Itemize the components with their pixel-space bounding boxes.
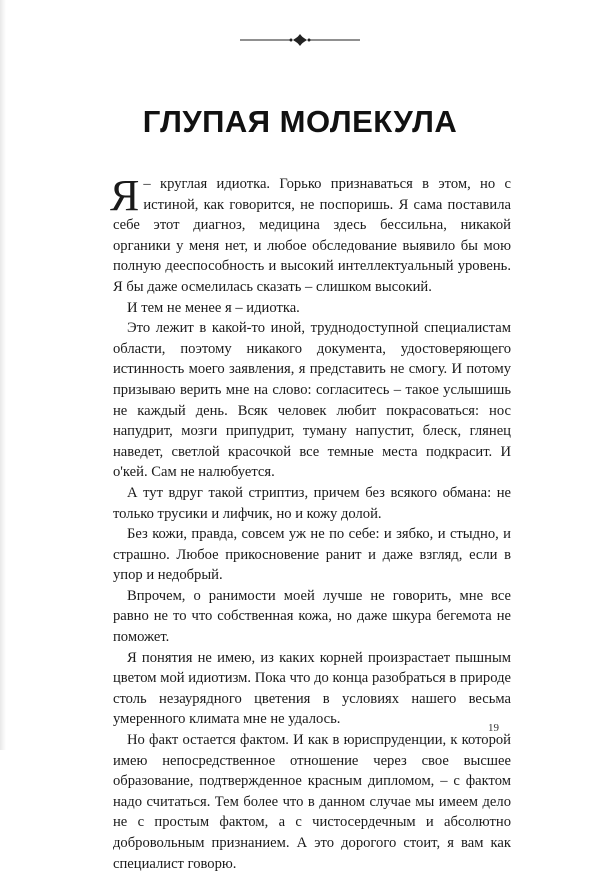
paragraph: Без кожи, правда, совсем уж не по себе: и зябко, и стыдно, и страшно. Любое прикосновение ранит и даже взгляд, если в упор и недобрый.: [113, 526, 511, 584]
paragraph: [110, 171, 511, 298]
drop-cap: Я: [110, 171, 140, 220]
ornament-divider: [0, 33, 600, 47]
chapter-body: [110, 171, 511, 874]
fleuron-ornament-icon: [240, 33, 360, 47]
chapter-title: ГЛУПАЯ МОЛЕКУЛА: [142, 104, 458, 139]
paragraph: Это лежит в какой-то иной, труднодоступной специалистам области, поэтому никакого документа, удостоверяющего истинность моего заявления, я представить не смогу. И потому призываю верить мне на слово: согласитесь – такое услышишь не каждый день. Всяк человек любит покрасоваться: нос напудрит, мозги припудрит, туману напустит, блеск, глянец наведет, светлой красочкой все темные места подкрасит. И о'кей. Сам не налюбуется.: [113, 320, 511, 481]
page-number: 19: [488, 722, 499, 734]
paragraph: Я понятия не имею, из каких корней произрастает пышным цветом мой идиотизм. Пока что до конца разобраться в природе столь незаурядного цветения в условиях нашего весьма умеренного климата мне не удалось.: [113, 649, 511, 728]
paragraph: Впрочем, о ранимости моей лучше не говорить, мне все равно не то что собственная кожа, но даже шкура бегемота не поможет.: [113, 587, 511, 646]
paragraph: А тут вдруг такой стриптиз, причем без всякого обмана: не только трусики и лифчик, но и кожу долой.: [113, 484, 511, 522]
paragraph-text: – круглая идиотка. Горько признаваться в этом, но с истиной, как говорится, не поспоришь. Я сама поставила себе этот диагноз, медицина здесь бессильна, никакой органики у меня нет, и любое обследование выявило бы мою полную дееспособность и высокий интеллектуальный уровень. Я бы даже осмелилась сказать – слишком высокий.: [113, 176, 511, 295]
paragraph: Но факт остается фактом. И как в юриспруденции, к которой имею непосредственное отношение через свое высшее образование, подтвержденное красным дипломом, – с фактом надо считаться. Тем более что в данном случае мы имеем дело не с простым фактом, а с чистосердечным и абсолютно добровольным признанием. А это дорогого стоит, я вам как специалист говорю.: [113, 732, 511, 872]
paragraph: И тем не менее я – идиотка.: [127, 299, 300, 316]
